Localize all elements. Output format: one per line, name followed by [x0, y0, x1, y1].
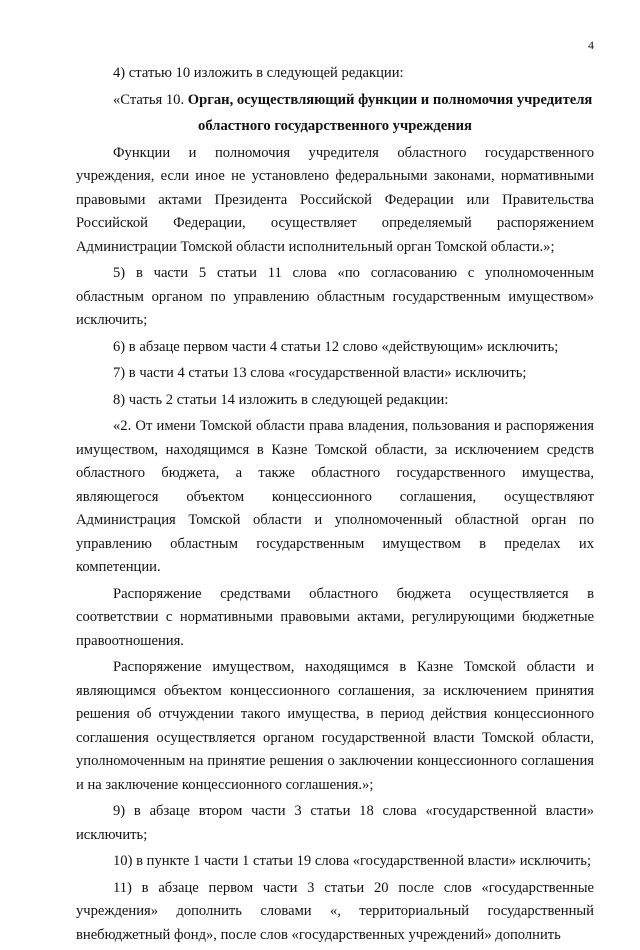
- paragraph-budget-disposal: Распоряжение средствами областного бюджета осуществляется в соответствии с нормативными правовыми актами, регулирующими бюджетные правоотношения.: [76, 585, 594, 649]
- page-number: 4: [588, 38, 594, 52]
- paragraph-item-5: 5) в части 5 статьи 11 слова «по согласованию с уполномоченным областным органом по управлению областным государственным имуществом» исключить;: [76, 265, 594, 328]
- article-heading-prefix: «Статья 10.: [113, 91, 188, 108]
- article-heading-title-line2: областного государственного учреждения: [198, 118, 472, 134]
- paragraph-article-14-part-2: «2. От имени Томской области права владения, пользования и распоряжения имуществом, находящимся в Казне Томской области, за исключением средств областного бюджета, а также областного государственного имущества, являющегося объектом концессионного соглашения, осуществляют Администрация Томской области и уполномоченный областной орган по управлению областным государственным имуществом в пределах их компетенции.: [76, 418, 594, 575]
- paragraph-concession-property: Распоряжение имуществом, находящимся в Казне Томской области и являющимся объектом концессионного соглашения, за исключением принятия решения об отчуждении такого имущества, в период действия концессионного соглашения осуществляется органом государственной власти Томской области, уполномоченным на принятие решения о заключении концессионного соглашения и на заключение концессионного соглашения.»;: [76, 659, 594, 793]
- paragraph-article-10-text: Функции и полномочия учредителя областного государственного учреждения, если иное не установлено федеральными законами, нормативными правовыми актами Президента Российской Федерации или Правительства Российской Федерации, осуществляет определяемый распоряжением Администрации Томской области исполнительный орган Томской области.»;: [76, 144, 594, 255]
- paragraph-item-4: 4) статью 10 изложить в следующей редакции:: [113, 65, 404, 81]
- paragraph-item-10: 10) в пункте 1 части 1 статьи 19 слова «государственной власти» исключить;: [113, 853, 591, 869]
- paragraph-item-8: 8) часть 2 статьи 14 изложить в следующей редакции:: [113, 391, 449, 408]
- paragraph-item-7: 7) в части 4 статьи 13 слова «государственной власти» исключить;: [113, 365, 527, 381]
- article-heading-title: Орган, осуществляющий функции и полномочия учредителя: [187, 91, 593, 108]
- paragraph-item-6: 6) в абзаце первом части 4 статьи 12 слово «действующим» исключить;: [113, 338, 559, 355]
- article-heading: [76, 89, 594, 113]
- paragraph-item-11: 11) в абзаце первом части 3 статьи 20 после слов «государственные учреждения» дополнить словами «, территориальный государственный внебюджетный фонд», после слов «государственных учреждений» дополнить: [76, 879, 594, 943]
- paragraph-item-9: 9) в абзаце втором части 3 статьи 18 слова «государственной власти» исключить;: [76, 803, 594, 843]
- document-body: [76, 62, 594, 950]
